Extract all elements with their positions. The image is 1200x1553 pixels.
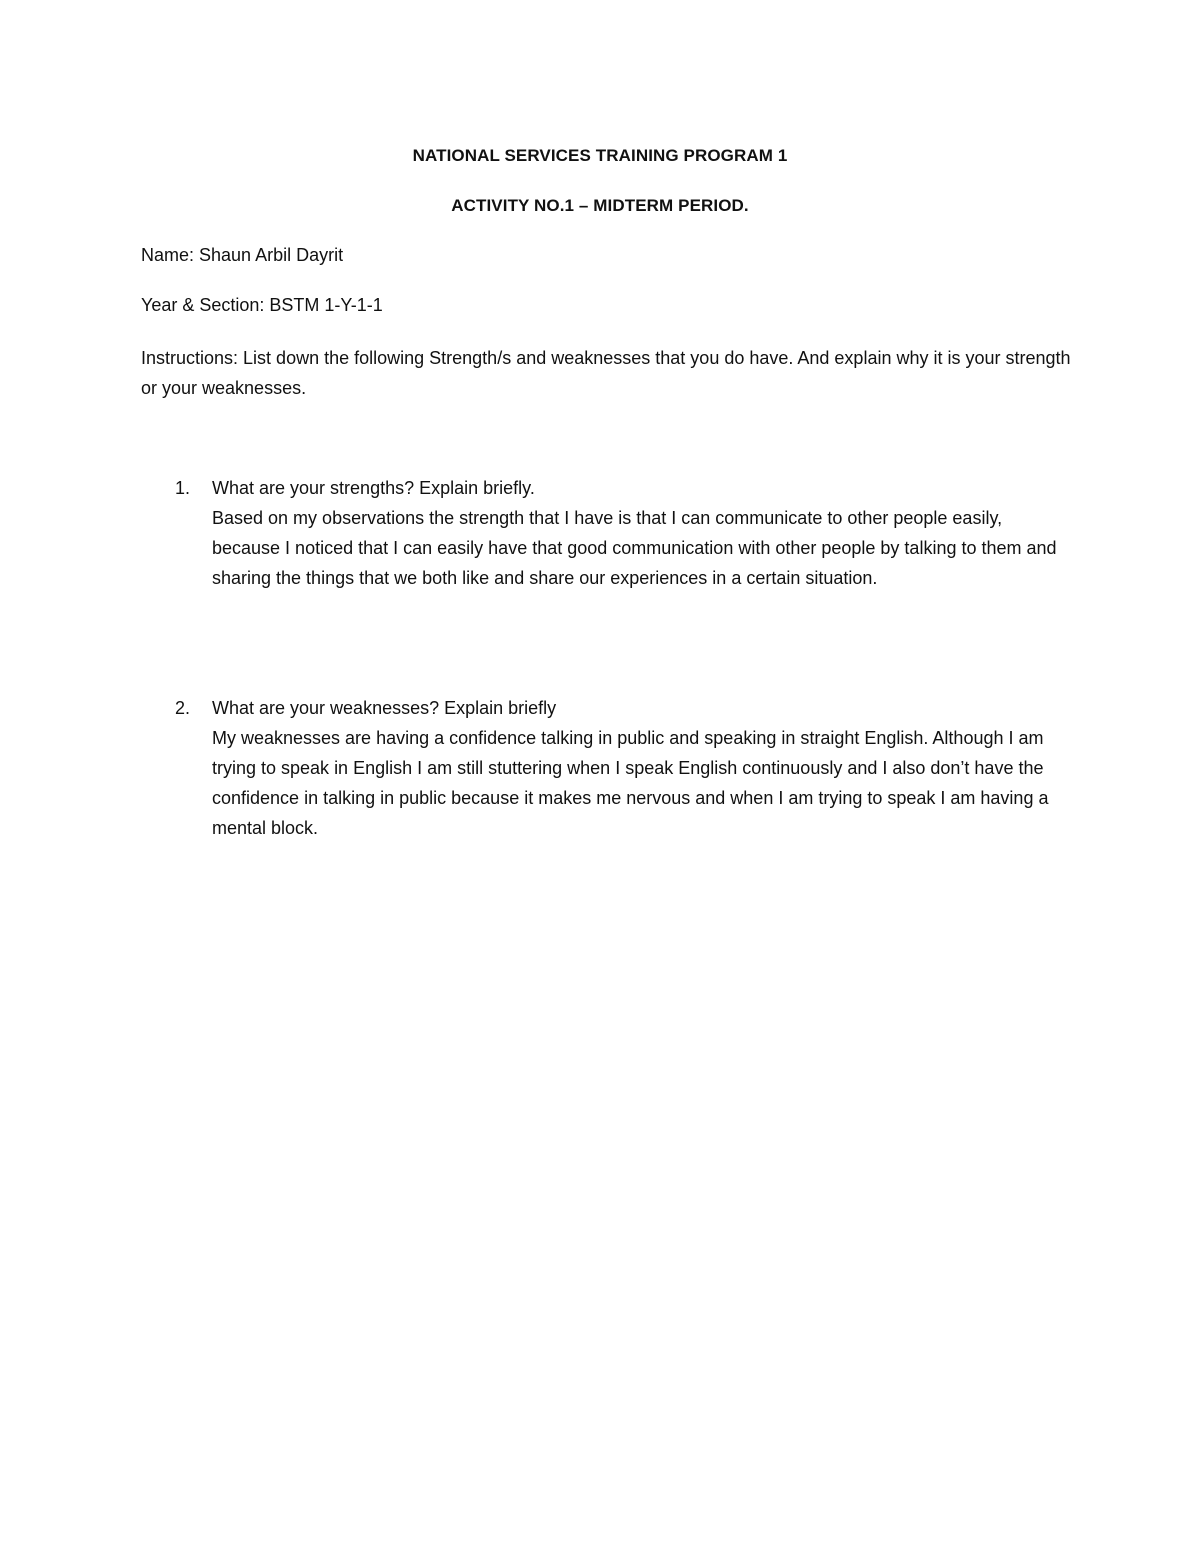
question-body: [212, 693, 1072, 843]
question-number: 1.: [175, 478, 191, 498]
activity-subtitle: ACTIVITY NO.1 – MIDTERM PERIOD.: [451, 196, 749, 215]
question-number: 2.: [175, 698, 191, 718]
question-text: What are your weaknesses? Explain briefly: [212, 698, 557, 718]
answer-text: My weaknesses are having a confidence talking in public and speaking in straight English. Although I am trying to speak in English I am still stuttering when I speak English continuously and I also don’t have the confidence in talking in public because it makes me nervous and when I am trying to speak I am having a mental block.: [212, 728, 1049, 838]
instructions-text: Instructions: List down the following Strength/s and weaknesses that you do have. And explain why it is your strength or your weaknesses.: [141, 348, 1071, 398]
answer-text: Based on my observations the strength that I have is that I can communicate to other people easily, because I noticed that I can easily have that good communication with other people by talking to them and sharing the things that we both like and share our experiences in a certain situation.: [212, 508, 1057, 588]
question-text: What are your strengths? Explain briefly.: [212, 478, 535, 498]
document-title: NATIONAL SERVICES TRAINING PROGRAM 1: [412, 146, 788, 165]
question-body: [212, 473, 1072, 593]
student-name: Name: Shaun Arbil Dayrit: [141, 245, 344, 265]
year-section: Year & Section: BSTM 1-Y-1-1: [141, 295, 383, 315]
